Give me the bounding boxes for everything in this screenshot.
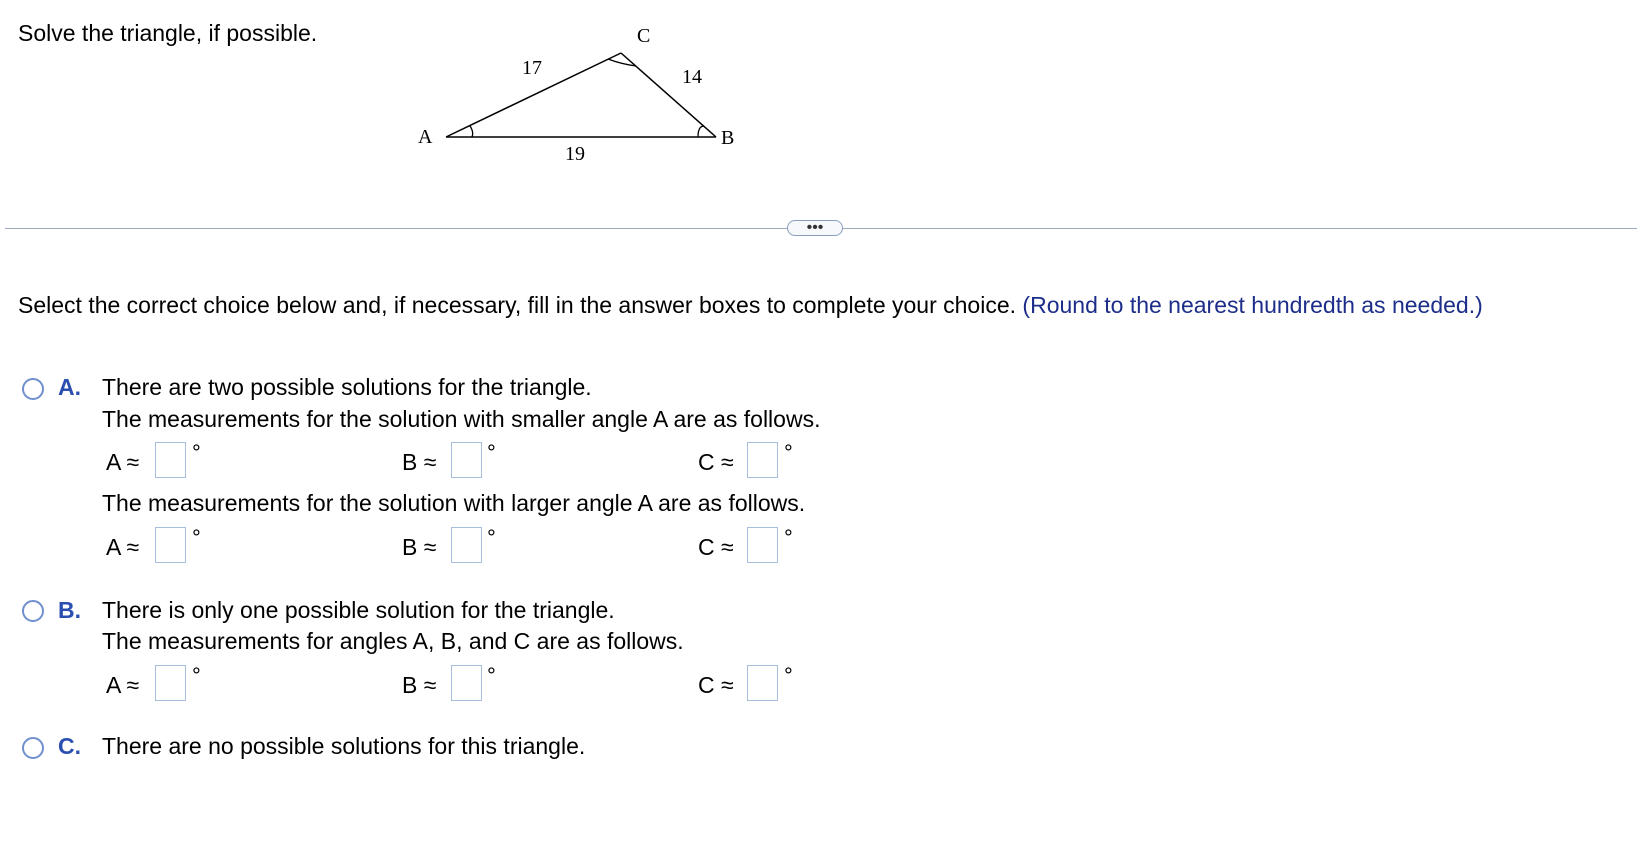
- degree-symbol: °: [192, 663, 201, 688]
- more-options-button[interactable]: •••: [787, 220, 843, 236]
- b-label-c: C ≈: [698, 672, 734, 698]
- a-large-angle-b-input[interactable]: [451, 527, 482, 563]
- choice-b-text: There is only one possible solution for the triangle.: [102, 597, 615, 623]
- choice-a-text: There are two possible solutions for the triangle.: [102, 374, 592, 400]
- side-label-ac: 17: [522, 57, 542, 79]
- a-small-angle-b-input[interactable]: [451, 442, 482, 478]
- instructions: [18, 289, 1538, 321]
- instructions-text: Select the correct choice below and, if necessary, fill in the answer boxes to complete your choice.: [18, 292, 1023, 318]
- degree-symbol: °: [487, 663, 496, 688]
- choice-a-smaller-angle-text: The measurements for the solution with smaller angle A are as follows.: [102, 406, 821, 432]
- degree-symbol: °: [487, 525, 496, 550]
- side-label-ab: 19: [565, 143, 585, 165]
- choice-b-letter: B.: [58, 597, 81, 623]
- a-large-angle-c-input[interactable]: [747, 527, 778, 563]
- b-label-a: A ≈: [106, 672, 140, 698]
- vertex-label-b: B: [721, 127, 735, 149]
- b-angle-a-input[interactable]: [155, 665, 186, 701]
- degree-symbol: °: [487, 440, 496, 465]
- side-label-cb: 14: [682, 66, 702, 88]
- angle-arc-b: [698, 126, 704, 137]
- choice-a-letter: A.: [58, 374, 81, 400]
- b-angle-b-input[interactable]: [451, 665, 482, 701]
- a-large-label-b: B ≈: [402, 534, 437, 560]
- choice-a-radio[interactable]: [22, 378, 44, 400]
- degree-symbol: °: [784, 663, 793, 688]
- vertex-label-c: C: [637, 25, 651, 47]
- choice-c-radio[interactable]: [22, 737, 44, 759]
- choice-b-measurements-text: The measurements for angles A, B, and C are as follows.: [102, 628, 684, 654]
- b-label-b: B ≈: [402, 672, 437, 698]
- choice-c-letter: C.: [58, 733, 81, 759]
- degree-symbol: °: [192, 440, 201, 465]
- a-large-label-c: C ≈: [698, 534, 734, 560]
- a-small-label-b: B ≈: [402, 449, 437, 475]
- a-small-angle-c-input[interactable]: [747, 442, 778, 478]
- a-large-label-a: A ≈: [106, 534, 140, 560]
- rounding-hint: (Round to the nearest hundredth as needed.): [1022, 292, 1483, 318]
- a-small-angle-a-input[interactable]: [155, 442, 186, 478]
- degree-symbol: °: [784, 440, 793, 465]
- a-small-label-a: A ≈: [106, 449, 140, 475]
- angle-arc-a: [470, 126, 473, 137]
- degree-symbol: °: [784, 525, 793, 550]
- a-large-angle-a-input[interactable]: [155, 527, 186, 563]
- a-small-label-c: C ≈: [698, 449, 734, 475]
- degree-symbol: °: [192, 525, 201, 550]
- b-angle-c-input[interactable]: [747, 665, 778, 701]
- vertex-label-a: A: [418, 126, 433, 148]
- choice-c-text: There are no possible solutions for this triangle.: [102, 733, 586, 759]
- choice-a-larger-angle-text: The measurements for the solution with larger angle A are as follows.: [102, 490, 806, 516]
- choice-b-radio[interactable]: [22, 600, 44, 622]
- triangle-figure: [400, 18, 800, 178]
- question-prompt: Solve the triangle, if possible.: [18, 20, 318, 46]
